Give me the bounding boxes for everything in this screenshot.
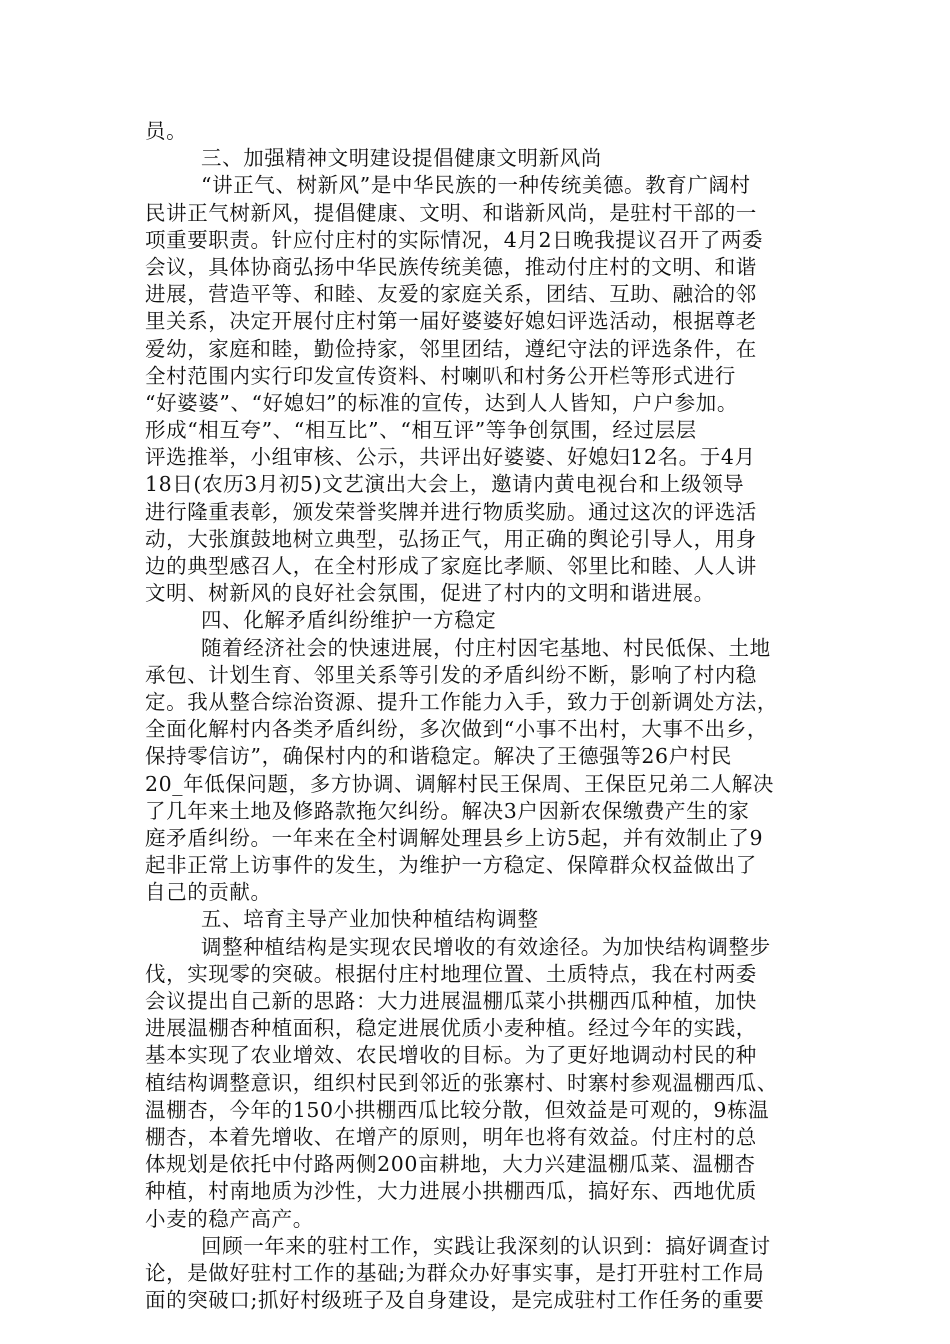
text-line: 会议，具体协商弘扬中华民族传统美德，推动付庄村的文明、和谐 bbox=[145, 254, 757, 279]
text-line: 动，大张旗鼓地树立典型，弘扬正气，用正确的舆论引导人，用身 bbox=[145, 526, 757, 551]
text-line: 员。 bbox=[145, 119, 188, 143]
text-line: 里关系，决定开展付庄村第一届好婆婆好媳妇评选活动，根据尊老 bbox=[145, 309, 757, 334]
text-line: 三、加强精神文明建设提倡健康文明新风尚 bbox=[201, 146, 602, 171]
text-line: 18日(农历3月初5)文艺演出大会上，邀请内黄电视台和上级领导 bbox=[145, 472, 745, 497]
text-line: 庭矛盾纠纷。一年来在全村调解处理县乡上访5起，并有效制止了9 bbox=[145, 825, 764, 850]
text-line: 回顾一年来的驻村工作，实践让我深刻的认识到：搞好调查讨 bbox=[201, 1233, 771, 1258]
text-line: 形成“相互夸”、“相互比”、“相互评”等争创氛围，经过层层 bbox=[145, 418, 697, 443]
text-line: 起非正常上访事件的发生，为维护一方稳定、保障群众权益做出了 bbox=[145, 853, 757, 878]
text-line: 会议提出自己新的思路：大力进展温棚瓜菜小拱棚西瓜种植，加快 bbox=[145, 989, 757, 1013]
text-line: 全面化解村内各类矛盾纠纷，多次做到“小事不出村，大事不出乡， bbox=[145, 717, 768, 742]
text-line: 定。我从整合综治资源、提升工作能力入手，致力于创新调处方法， bbox=[145, 689, 778, 714]
text-line: 四、化解矛盾纠纷维护一方稳定 bbox=[201, 608, 497, 633]
text-line: 评选推举，小组审核、公示，共评出好婆婆、好媳妇12名。于4月 bbox=[145, 445, 756, 470]
text-line: 种植，村南地质为沙性，大力进展小拱棚西瓜，搞好东、西地优质 bbox=[145, 1179, 757, 1204]
text-line: 进行隆重表彰，颁发荣誉奖牌并进行物质奖励。通过这次的评选活 bbox=[145, 499, 757, 524]
text-line: 保持零信访”，确保村内的和谐稳定。解决了王德强等26户村民 bbox=[145, 744, 732, 769]
text-line: 随着经济社会的快速进展，付庄村因宅基地、村民低保、土地 bbox=[201, 635, 771, 660]
text-line: 棚杏，本着先增收、在增产的原则，明年也将有效益。付庄村的总 bbox=[145, 1124, 757, 1149]
text-line: 20_年低保问题，多方协调、调解村民王保周、王保臣兄弟二人解决 bbox=[145, 771, 774, 796]
text-line: 基本实现了农业增效、农民增收的目标。为了更好地调动村民的种 bbox=[145, 1043, 757, 1068]
text-line: 民讲正气树新风，提倡健康、文明、和谐新风尚，是驻村干部的一 bbox=[145, 200, 757, 225]
text-line: 文明、树新风的良好社会氛围，促进了村内的文明和谐进展。 bbox=[145, 581, 715, 606]
text-line: 调整种植结构是实现农民增收的有效途径。为加快结构调整步 bbox=[201, 934, 771, 959]
text-line: 边的典型感召人，在全村形成了家庭比孝顺、邻里比和睦、人人讲 bbox=[145, 554, 757, 578]
text-line: 承包、计划生育、邻里关系等引发的矛盾纠纷不断，影响了村内稳 bbox=[145, 662, 757, 687]
text-line: 全村范围内实行印发宣传资料、村喇叭和村务公开栏等形式进行 bbox=[145, 363, 736, 388]
text-line: 面的突破口;抓好村级班子及自身建设，是完成驻村工作任务的重要 bbox=[145, 1288, 765, 1313]
text-line: 五、培育主导产业加快种植结构调整 bbox=[201, 907, 539, 932]
text-line: 进展，营造平等、和睦、友爱的家庭关系，团结、互助、融洽的邻 bbox=[145, 282, 757, 307]
text-line: “讲正气、树新风”是中华民族的一种传统美德。教育广阔村 bbox=[201, 173, 751, 198]
text-line: 论，是做好驻村工作的基础;为群众办好事实事，是打开驻村工作局 bbox=[145, 1260, 765, 1285]
text-line: 小麦的稳产高产。 bbox=[145, 1206, 314, 1231]
text-line: 伐，实现零的突破。根据付庄村地理位置、土质特点，我在村两委 bbox=[145, 961, 757, 986]
document-body bbox=[145, 118, 810, 1314]
text-line: 自己的贡献。 bbox=[145, 880, 272, 905]
text-line: “好婆婆”、“好媳妇”的标准的宣传，达到人人皆知，户户参加。 bbox=[145, 390, 738, 415]
text-line: 了几年来土地及修路款拖欠纠纷。解决3户因新农保缴费产生的家 bbox=[145, 798, 750, 823]
text-line: 项重要职责。针应付庄村的实际情况，4月2日晚我提议召开了两委 bbox=[145, 227, 764, 252]
text-line: 温棚杏，今年的150小拱棚西瓜比较分散，但效益是可观的，9栋温 bbox=[145, 1097, 770, 1122]
text-line: 植结构调整意识，组织村民到邻近的张寨村、时寨村参观温棚西瓜、 bbox=[145, 1070, 778, 1095]
text-line: 爱幼，家庭和睦，勤俭持家，邻里团结，遵纪守法的评选条件，在 bbox=[145, 336, 757, 361]
text-line: 进展温棚杏种植面积，稳定进展优质小麦种植。经过今年的实践， bbox=[145, 1016, 757, 1041]
text-line: 体规划是依托中付路两侧200亩耕地，大力兴建温棚瓜菜、温棚杏 bbox=[145, 1152, 756, 1177]
